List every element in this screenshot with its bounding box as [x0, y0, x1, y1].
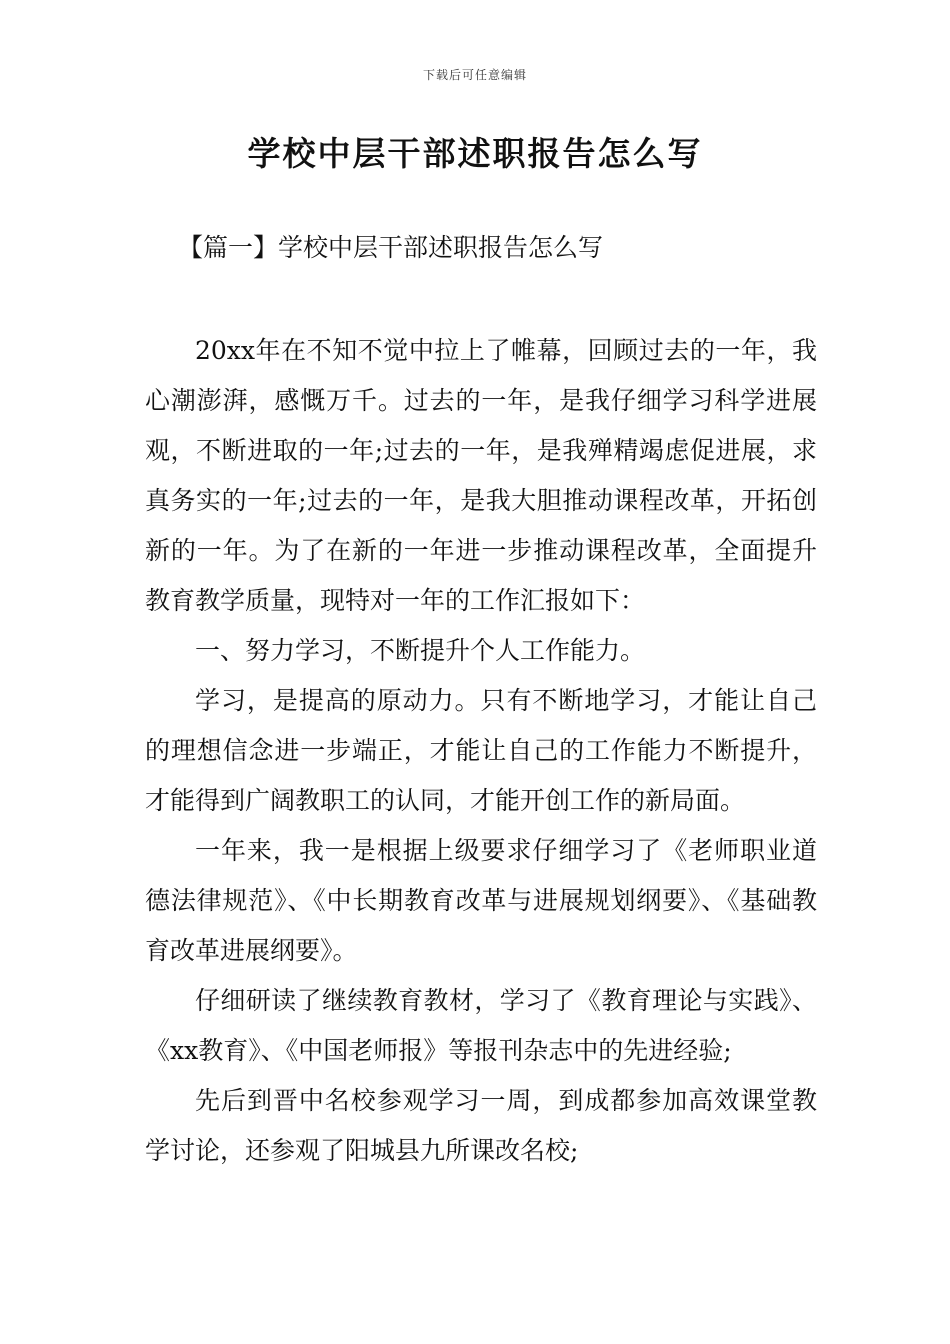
section-subtitle: 【篇一】学校中层干部述职报告怎么写: [178, 233, 604, 262]
header-note: 下载后可任意编辑: [422, 68, 527, 82]
paragraph-heading-1: 一、努力学习，不断提升个人工作能力。: [195, 636, 646, 665]
body-text: [145, 326, 817, 1176]
paragraph-study-materials: 仔细研读了继续教育教材，学习了《教育理论与实践》、《xx教育》、《中国老师报》等报刊杂志中的先进经验;: [145, 986, 817, 1065]
paragraph-intro: 20xx年在不知不觉中拉上了帷幕，回顾过去的一年，我心潮澎湃，感慨万千。过去的一年，是我仔细学习科学进展观，不断进取的一年;过去的一年，是我殚精竭虑促进展，求真务实的一年;过去的一年，是我大胆推动课程改革，开拓创新的一年。为了在新的一年进一步推动课程改革，全面提升教育教学质量，现特对一年的工作汇报如下：: [145, 336, 817, 615]
paragraph-learning: 学习，是提高的原动力。只有不断地学习，才能让自己的理想信念进一步端正，才能让自己的工作能力不断提升，才能得到广阔教职工的认同，才能开创工作的新局面。: [145, 686, 817, 815]
paragraph-visits: 先后到晋中名校参观学习一周，到成都参加高效课堂教学讨论，还参观了阳城县九所课改名校;: [145, 1086, 817, 1165]
document-title: 学校中层干部述职报告怎么写: [247, 134, 703, 173]
paragraph-study-docs: 一年来，我一是根据上级要求仔细学习了《老师职业道德法律规范》、《中长期教育改革与进展规划纲要》、《基础教育改革进展纲要》。: [145, 836, 817, 965]
